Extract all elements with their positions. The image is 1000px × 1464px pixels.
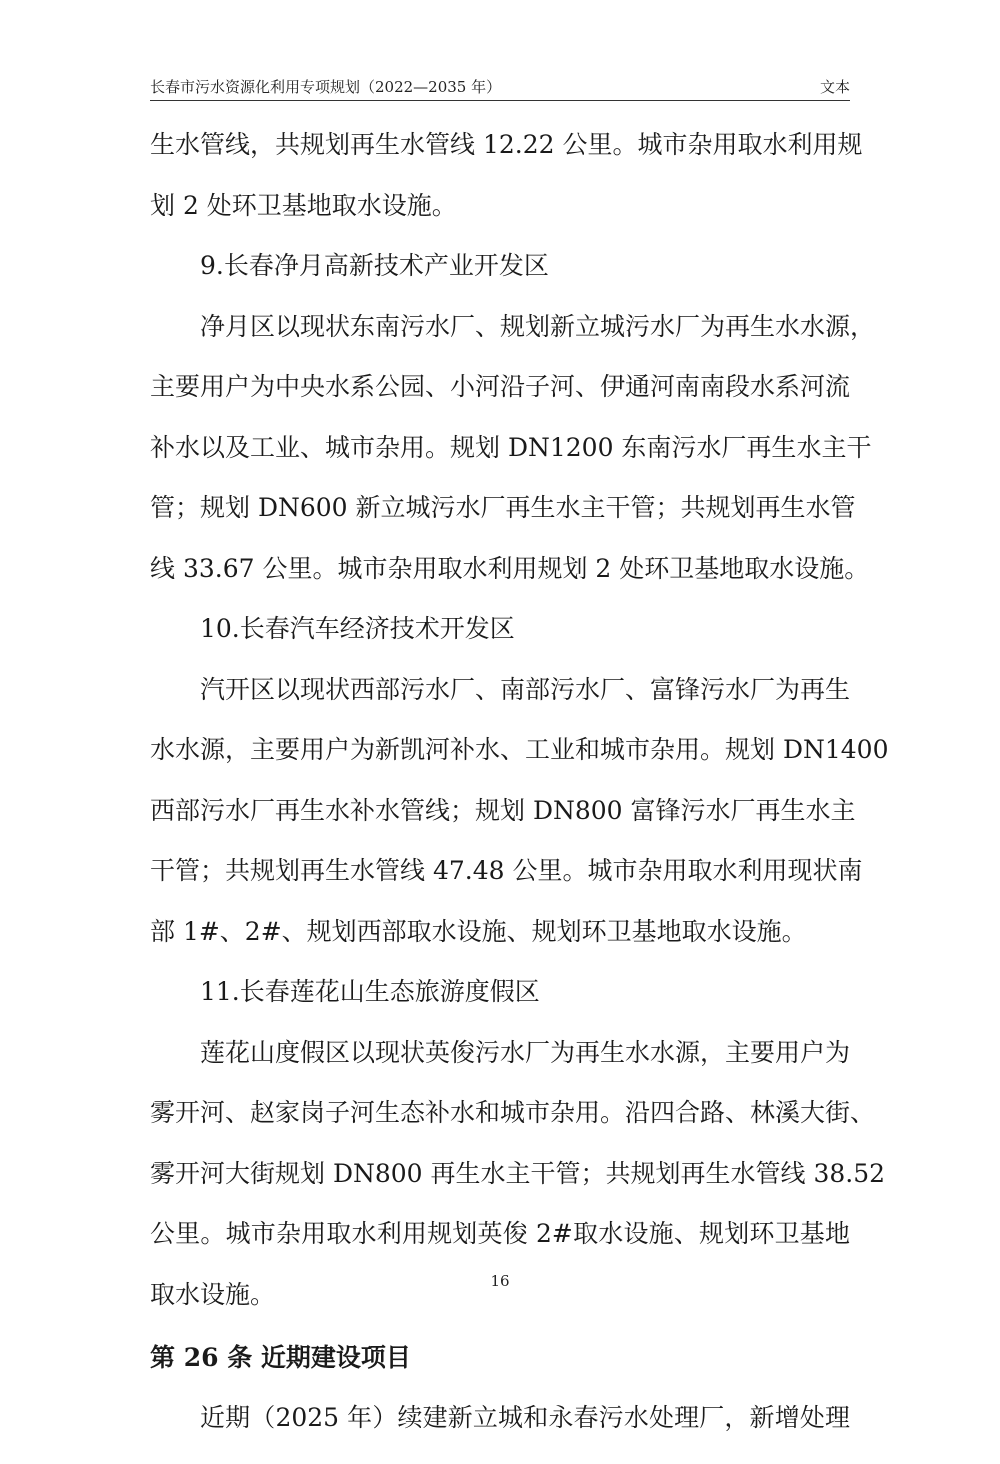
paragraph-line: 生水管线，共规划再生水管线 12.22 公里。城市杂用取水利用规 — [150, 130, 863, 159]
paragraph-line: 管；规划 DN600 新立城污水厂再生水主干管；共规划再生水管 — [150, 493, 856, 522]
paragraph-line: 主要用户为中央水系公园、小河沿子河、伊通河南南段水系河流 — [150, 372, 851, 401]
article-heading: 第 26 条 近期建设项目 — [150, 1342, 411, 1372]
paragraph-line: 干管；共规划再生水管线 47.48 公里。城市杂用取水利用现状南 — [150, 856, 863, 885]
paragraph-line: 莲花山度假区以现状英俊污水厂为再生水水源，主要用户为 — [200, 1037, 851, 1067]
paragraph-line: 公里。城市杂用取水利用规划英俊 2#取水设施、规划环卫基地 — [150, 1219, 850, 1248]
paragraph-line: 取水设施。 — [150, 1279, 276, 1309]
section-heading: 10.长春汽车经济技术开发区 — [200, 614, 515, 643]
paragraph-line: 近期（2025 年）续建新立城和永春污水处理厂，新增处理 — [200, 1403, 850, 1432]
page-number: 16 — [490, 1272, 510, 1290]
section-heading: 9.长春净月高新技术产业开发区 — [200, 251, 549, 280]
paragraph-line: 雾开河大街规划 DN800 再生水主干管；共规划再生水管线 38.52 — [150, 1158, 886, 1188]
paragraph-line: 划 2 处环卫基地取水设施。 — [150, 190, 457, 220]
section-heading: 11.长春莲花山生态旅游度假区 — [200, 977, 540, 1006]
paragraph-line: 水水源，主要用户为新凯河补水、工业和城市杂用。规划 DN1400 — [150, 735, 889, 764]
paragraph-line: 部 1#、2#、规划西部取水设施、规划环卫基地取水设施。 — [150, 916, 807, 946]
page-content — [150, 130, 889, 1464]
paragraph-line: 雾开河、赵家岗子河生态补水和城市杂用。沿四合路、林溪大街、 — [150, 1098, 876, 1127]
page-header — [150, 70, 850, 101]
paragraph-line: 汽开区以现状西部污水厂、南部污水厂、富锋污水厂为再生 — [200, 674, 851, 704]
paragraph-line: 净月区以现状东南污水厂、规划新立城污水厂为再生水水源， — [200, 311, 876, 341]
paragraph-line: 线 33.67 公里。城市杂用取水利用规划 2 处环卫基地取水设施。 — [150, 553, 870, 583]
document-title: 长春市污水资源化利用专项规划（2022—2035 年） — [150, 78, 502, 96]
paragraph-line: 西部污水厂再生水补水管线；规划 DN800 富锋污水厂再生水主 — [150, 795, 856, 825]
document-label: 文本 — [819, 78, 850, 96]
paragraph-line: 补水以及工业、城市杂用。规划 DN1200 东南污水厂再生水主干 — [150, 432, 872, 462]
